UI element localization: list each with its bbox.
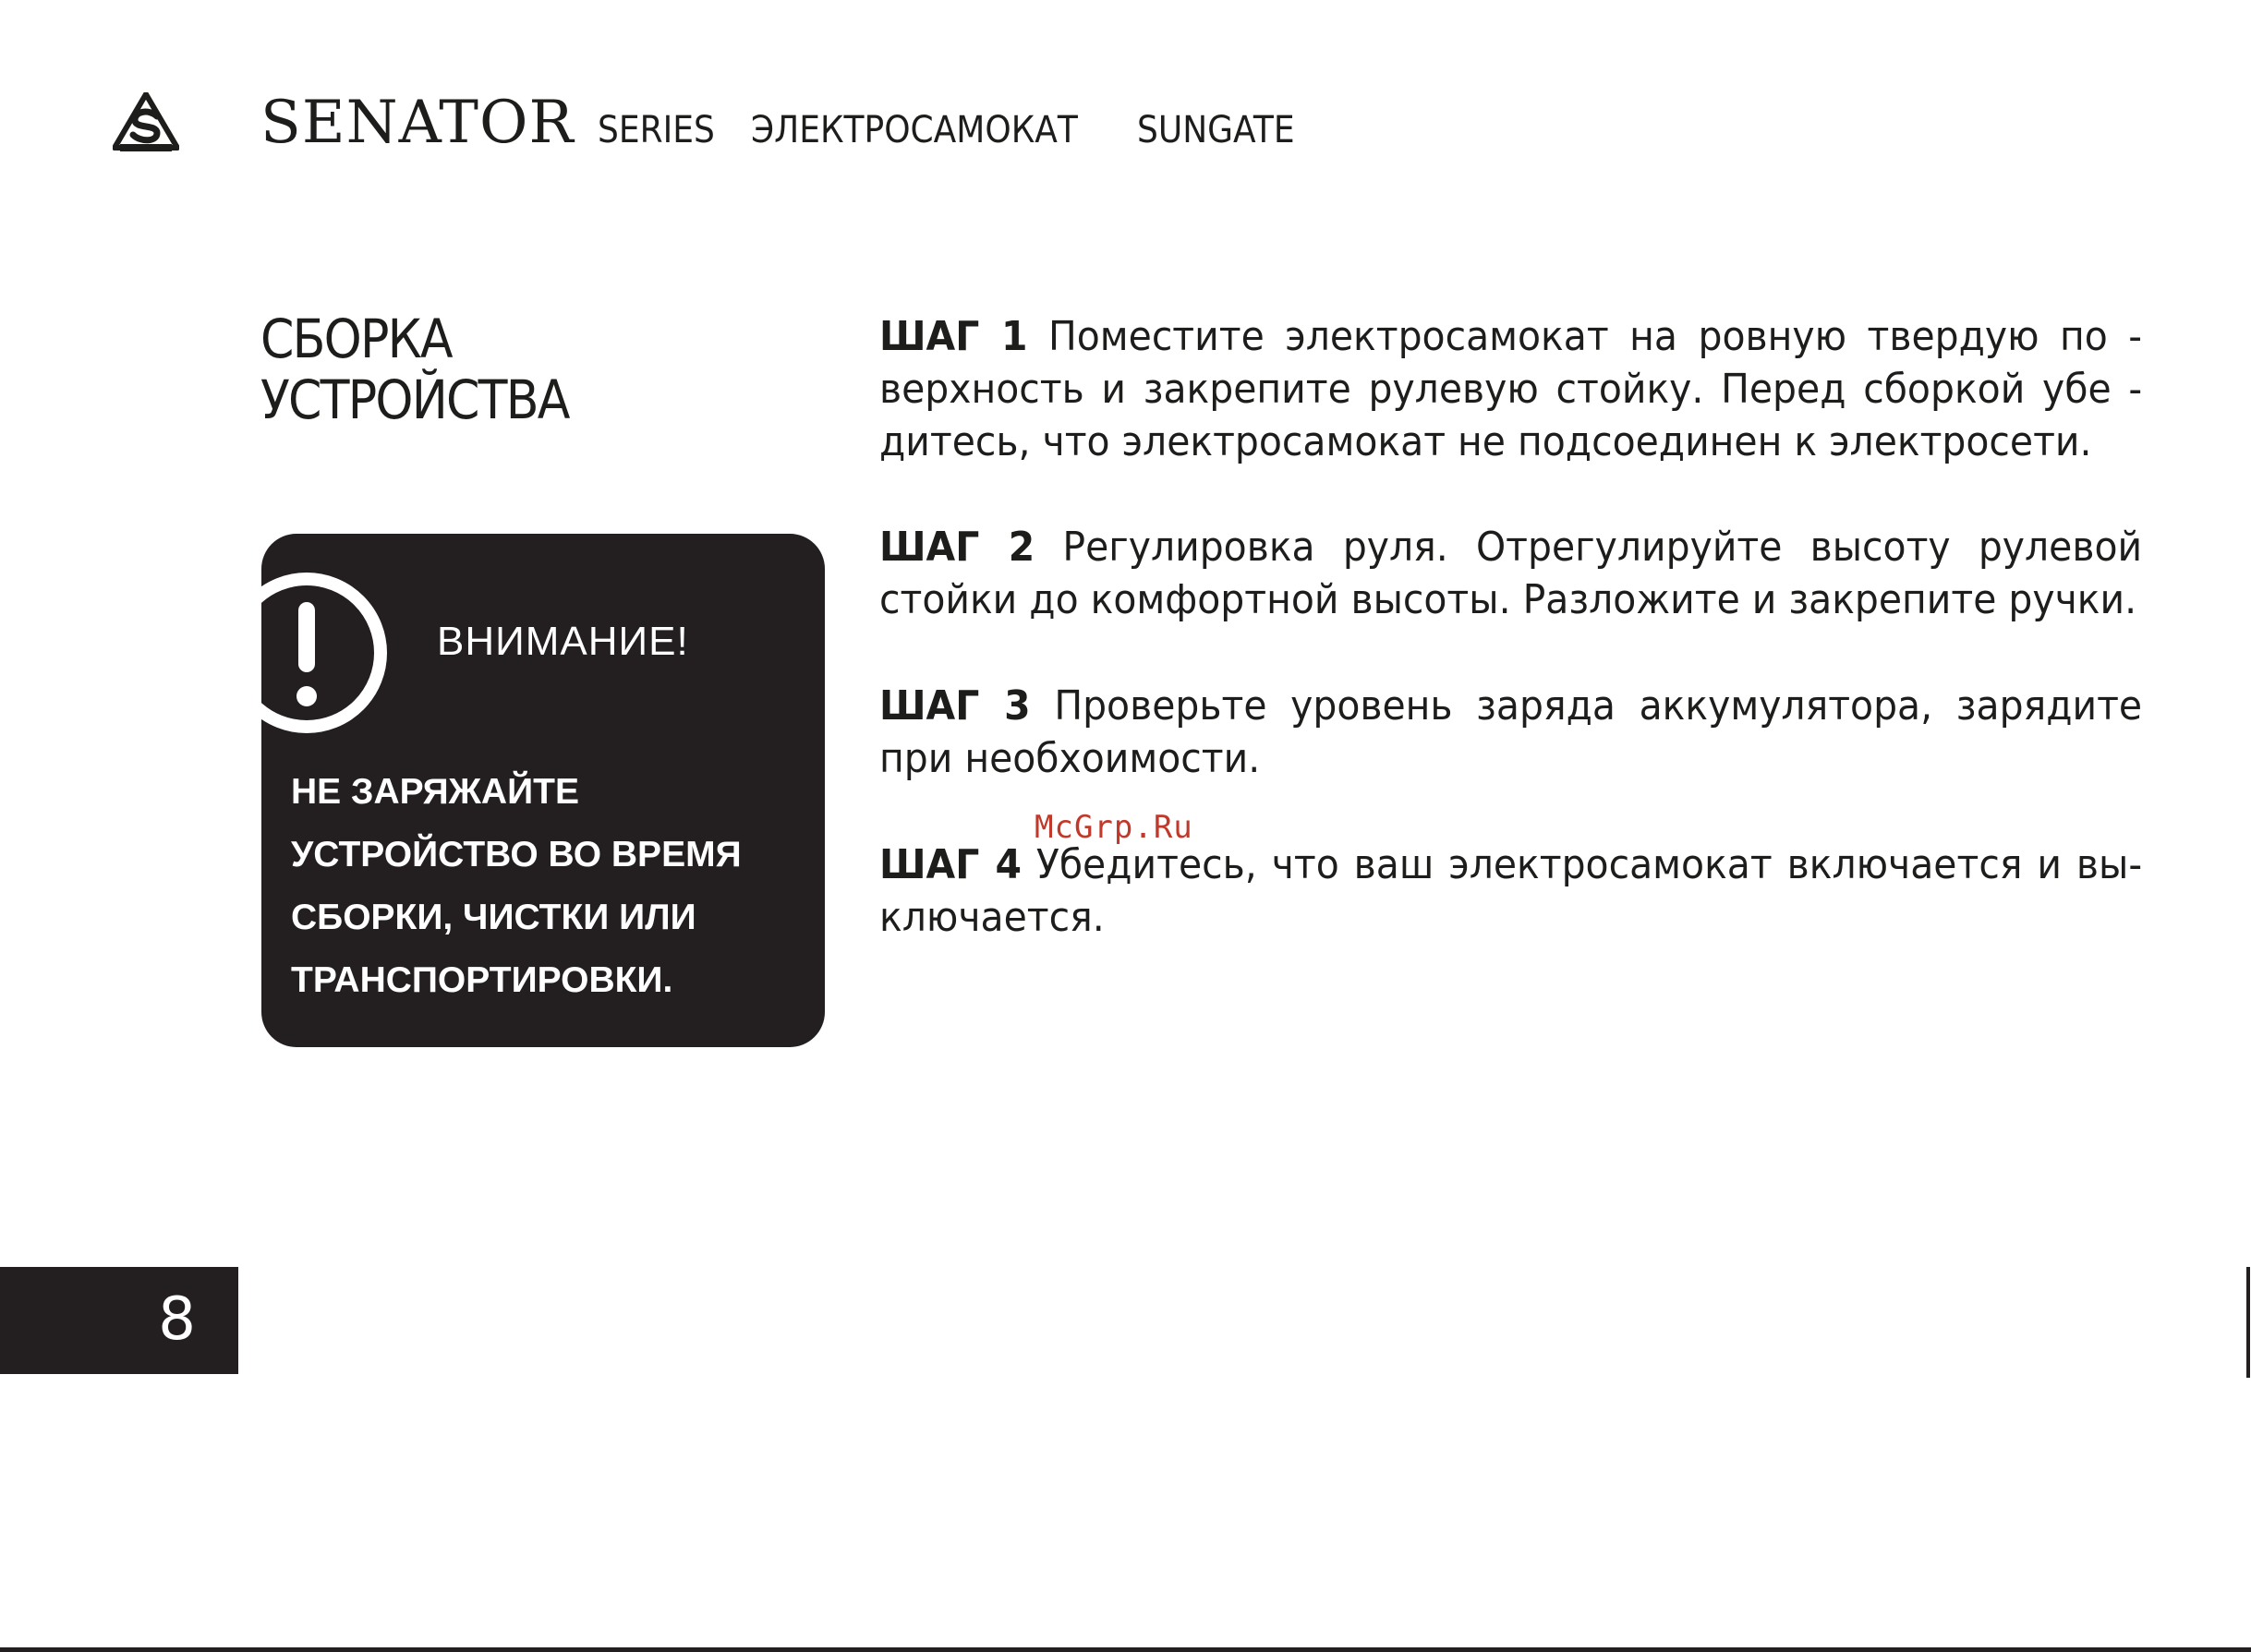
warning-line: СБОРКИ, ЧИСТКИ ИЛИ bbox=[291, 898, 696, 937]
product-label: ЭЛЕКТРОСАМОКАТ bbox=[750, 109, 1078, 151]
senator-logo-icon bbox=[113, 92, 179, 151]
step-1-text-line: Поместите электросамокат на ровную твердую по - bbox=[1047, 313, 2143, 360]
step-4-text-line: ключается. bbox=[879, 894, 1105, 941]
page-number-tab bbox=[0, 1267, 238, 1374]
step-2-text-line: Регулировка руля. Отрегулируйте высоту рулевой bbox=[1062, 524, 2143, 571]
step-3-text-line: Проверьте уровень заряда аккумулятора, зарядите bbox=[1054, 682, 2143, 730]
series-label: SERIES bbox=[597, 109, 715, 151]
warning-label: ВНИМАНИЕ! bbox=[437, 619, 689, 664]
step-2-text-line: стойки до комфортной высоты. Разложите и закрепите ручки. bbox=[879, 576, 2137, 623]
brand-name: SENATOR bbox=[260, 89, 575, 157]
warning-text bbox=[291, 761, 808, 1012]
step-2 bbox=[879, 521, 2237, 626]
step-2-label: ШАГ 2 bbox=[879, 524, 1035, 571]
bottom-divider bbox=[0, 1647, 2251, 1652]
step-3-label: ШАГ 3 bbox=[879, 682, 1031, 730]
step-1 bbox=[879, 310, 2237, 468]
step-3 bbox=[879, 680, 2237, 785]
page-number: 8 bbox=[158, 1285, 196, 1354]
warning-line: НЕ ЗАРЯЖАЙТЕ bbox=[291, 772, 579, 812]
step-1-text-line: дитесь, что электросамокат не подсоединен к электросети. bbox=[879, 418, 2092, 465]
step-1-text-line: верхность и закрепите рулевую стойку. Перед сборкой убе - bbox=[879, 366, 2143, 413]
document-header bbox=[260, 89, 1313, 157]
exclamation-circle-icon bbox=[261, 571, 389, 735]
edge-marker bbox=[2246, 1267, 2250, 1378]
step-4-label: ШАГ 4 bbox=[879, 841, 1022, 888]
section-title-line-1: СБОРКА bbox=[260, 307, 452, 370]
warning-line: УСТРОЙСТВО ВО ВРЕМЯ bbox=[291, 835, 742, 874]
step-1-label: ШАГ 1 bbox=[879, 313, 1028, 360]
step-4-text-line: Убедитесь, что ваш электросамокат включается и вы- bbox=[1035, 841, 2143, 888]
step-3-text-line: при необхоимости. bbox=[879, 735, 1261, 782]
section-title bbox=[260, 308, 569, 430]
watermark: McGrp.Ru bbox=[1035, 809, 1193, 846]
warning-box bbox=[261, 534, 825, 1047]
section-title-line-2: УСТРОЙСТВА bbox=[260, 368, 569, 431]
warning-line: ТРАНСПОРТИРОВКИ. bbox=[291, 960, 673, 1000]
step-4 bbox=[879, 838, 2237, 944]
model-label: SUNGATE bbox=[1137, 109, 1295, 151]
